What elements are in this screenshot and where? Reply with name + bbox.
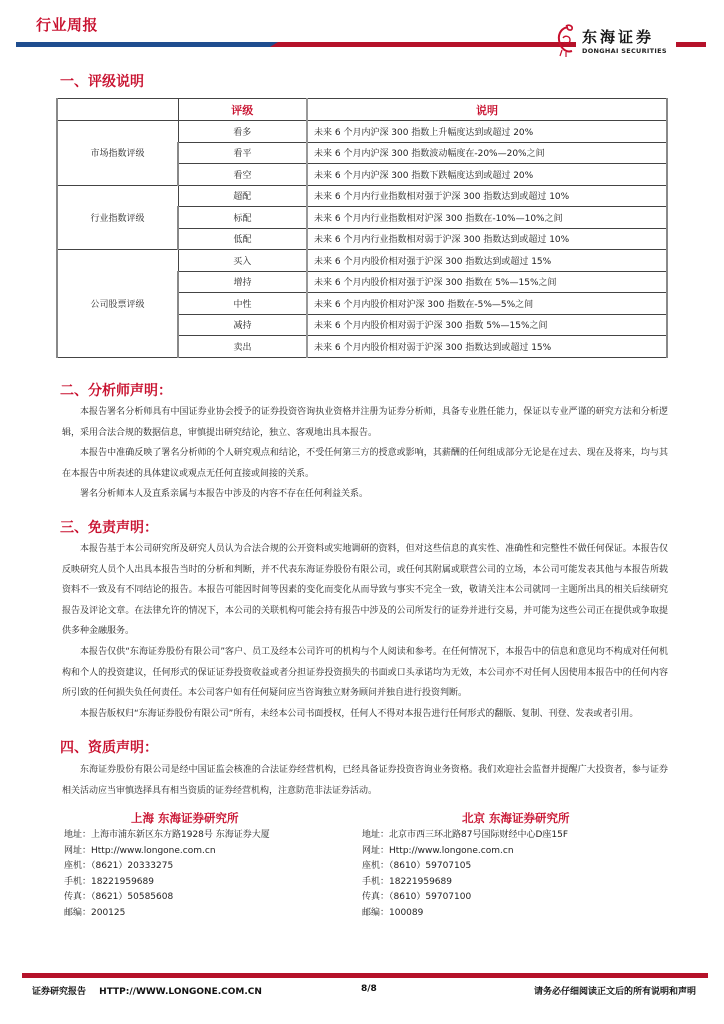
section-heading-disclaimer: 三、免责声明： <box>60 520 158 536</box>
footer-label: 证券研究报告 <box>32 987 87 997</box>
table-header-grade: 评级 <box>178 99 307 121</box>
beijing-address: 地址：北京市西三环北路87号国际财经中心D座15F <box>362 830 569 840</box>
description-cell: 未来 6 个月内行业指数相对弱于沪深 300 指数达到或超过 10% <box>307 228 667 250</box>
footer-left <box>32 984 262 997</box>
logo-chinese-name: 东海证券 <box>582 28 655 46</box>
table-row <box>57 121 667 143</box>
beijing-website[interactable]: 网址：Http://www.longone.com.cn <box>362 845 514 856</box>
shanghai-address: 地址：上海市浦东新区东方路1928号 东海证券大厦 <box>64 830 270 840</box>
category-cell: 公司股票评级 <box>57 250 178 358</box>
grade-cell: 看多 <box>178 121 307 143</box>
description-cell: 未来 6 个月内股价相对强于沪深 300 指数在 5%—15%之间 <box>307 271 667 293</box>
shanghai-contact <box>64 828 270 922</box>
beijing-postcode: 邮编：100089 <box>362 907 424 918</box>
header-stripe-right <box>676 42 706 47</box>
table-row <box>57 250 667 272</box>
report-type-title: 行业周报 <box>36 16 99 34</box>
description-cell: 未来 6 个月内股价相对弱于沪深 300 指数 5%—15%之间 <box>307 314 667 336</box>
shanghai-postcode: 邮编：200125 <box>64 907 126 918</box>
category-cell: 市场指数评级 <box>57 121 178 186</box>
description-cell: 未来 6 个月内股价相对沪深 300 指数在-5%—5%之间 <box>307 293 667 315</box>
grade-cell: 中性 <box>178 293 307 315</box>
analyst-paragraph: 署名分析师本人及直系亲属与本报告中涉及的内容不存在任何利益关系。 <box>80 489 369 499</box>
description-cell: 未来 6 个月内沪深 300 指数上升幅度达到或超过 20% <box>307 121 667 143</box>
analyst-paragraph: 本报告中准确反映了署名分析师的个人研究观点和结论，不受任何第三方的授意或影响，其薪酬的任何组成部分无论是在过去、现在及将来，均与其在本报告中所表述的具体建议或观点无任何直接或间接的关系。 <box>62 448 668 479</box>
beijing-phone: 座机：（8610）59707105 <box>362 861 472 872</box>
qualification-paragraph: 东海证券股份有限公司是经中国证监会核准的合法证券经营机构，已经具备证券投资咨询业务资格。我们欢迎社会监督并提醒广大投资者，参与证券相关活动应当审慎选择具有相当资质的证券经营机构，注意防范非法证券活动。 <box>62 765 668 796</box>
analyst-paragraph: 本报告署名分析师具有中国证券业协会授予的证券投资咨询执业资格并注册为证券分析师，具备专业胜任能力，保证以专业严谨的研究方法和分析逻辑，采用合法合规的数据信息，审慎提出研究结论，独立、客观地出具本报告。 <box>62 407 668 438</box>
dragon-logo-icon <box>554 24 578 58</box>
grade-cell: 看空 <box>178 164 307 186</box>
footer-url-link[interactable]: HTTP://WWW.LONGONE.COM.CN <box>99 987 262 997</box>
beijing-fax: 传真：（8610）59707100 <box>362 892 472 903</box>
section-heading-rating: 一、评级说明 <box>60 74 144 90</box>
description-cell: 未来 6 个月内沪深 300 指数下跌幅度达到或超过 20% <box>307 164 667 186</box>
description-cell: 未来 6 个月内股价相对弱于沪深 300 指数达到或超过 15% <box>307 336 667 358</box>
shanghai-office-title: 上海 东海证券研究所 <box>131 811 239 825</box>
grade-cell: 低配 <box>178 228 307 250</box>
grade-cell: 看平 <box>178 142 307 164</box>
shanghai-mobile: 手机：18221959689 <box>64 876 154 887</box>
page-number: 8/8 <box>361 984 377 994</box>
grade-cell: 超配 <box>178 185 307 207</box>
disclaimer-paragraph: 本报告版权归“东海证券股份有限公司”所有，未经本公司书面授权，任何人不得对本报告进行任何形式的翻版、复制、刊登、发表或者引用。 <box>80 709 639 719</box>
grade-cell: 卖出 <box>178 336 307 358</box>
grade-cell: 标配 <box>178 207 307 229</box>
shanghai-phone: 座机：（8621）20333275 <box>64 861 174 872</box>
table-header-description: 说明 <box>307 99 667 121</box>
description-cell: 未来 6 个月内沪深 300 指数波动幅度在-20%—20%之间 <box>307 142 667 164</box>
table-header-row <box>57 99 667 121</box>
beijing-mobile: 手机：18221959689 <box>362 876 452 887</box>
section-heading-analyst: 二、分析师声明： <box>60 383 172 399</box>
header-stripe-blue <box>16 42 278 47</box>
logo-english-name: DONGHAI SECURITIES <box>582 47 667 55</box>
beijing-office-title: 北京 东海证券研究所 <box>462 811 570 825</box>
grade-cell: 买入 <box>178 250 307 272</box>
description-cell: 未来 6 个月内股价相对强于沪深 300 指数达到或超过 15% <box>307 250 667 272</box>
shanghai-website[interactable]: 网址：Http://www.longone.com.cn <box>64 845 216 856</box>
description-cell: 未来 6 个月内行业指数相对沪深 300 指数在-10%—10%之间 <box>307 207 667 229</box>
rating-table <box>56 98 668 358</box>
header-stripe-red <box>270 42 576 47</box>
company-logo <box>574 26 674 62</box>
grade-cell: 减持 <box>178 314 307 336</box>
disclaimer-paragraph: 本报告基于本公司研究所及研究人员认为合法合规的公开资料或实地调研的资料，但对这些信息的真实性、准确性和完整性不做任何保证。本报告仅反映研究人员个人出具本报告当时的分析和判断，并不代表东海证券股份有限公司，或任何其附属或联营公司的立场，本公司可能发表其他与本报告所载资料不一致及有不同结论的报告。本报告可能因时间等因素的变化而变化从而导致与事实不完全一致，敬请关注本公司就同一主题所出具的相关后续研究报告及评论文章。在法律允许的情况下，本公司的关联机构可能会持有报告中涉及的公司所发行的证券并进行交易，并可能为这些公司正在提供或争取提供多种金融服务。 <box>62 544 668 636</box>
grade-cell: 增持 <box>178 271 307 293</box>
beijing-contact <box>362 828 568 922</box>
footer-stripe <box>22 973 708 978</box>
shanghai-fax: 传真：（8621）50585608 <box>64 892 174 903</box>
description-cell: 未来 6 个月内行业指数相对强于沪深 300 指数达到或超过 10% <box>307 185 667 207</box>
header-stripe <box>16 42 576 47</box>
disclaimer-paragraph: 本报告仅供“东海证券股份有限公司”客户、员工及经本公司许可的机构与个人阅读和参考。在任何情况下，本报告中的信息和意见均不构成对任何机构和个人的投资建议，任何形式的保证证券投资收益或者分担证券投资损失的书面或口头承诺均为无效，本公司亦不对任何人因使用本报告中的任何内容所引致的任何损失负任何责任。本公司客户如有任何疑问应当咨询独立财务顾问并独自进行投资判断。 <box>62 647 668 698</box>
table-header-category <box>57 99 178 121</box>
table-row <box>57 185 667 207</box>
category-cell: 行业指数评级 <box>57 185 178 250</box>
section-heading-qualification: 四、资质声明： <box>60 740 158 756</box>
footer-notice: 请务必仔细阅读正文后的所有说明和声明 <box>533 987 696 997</box>
